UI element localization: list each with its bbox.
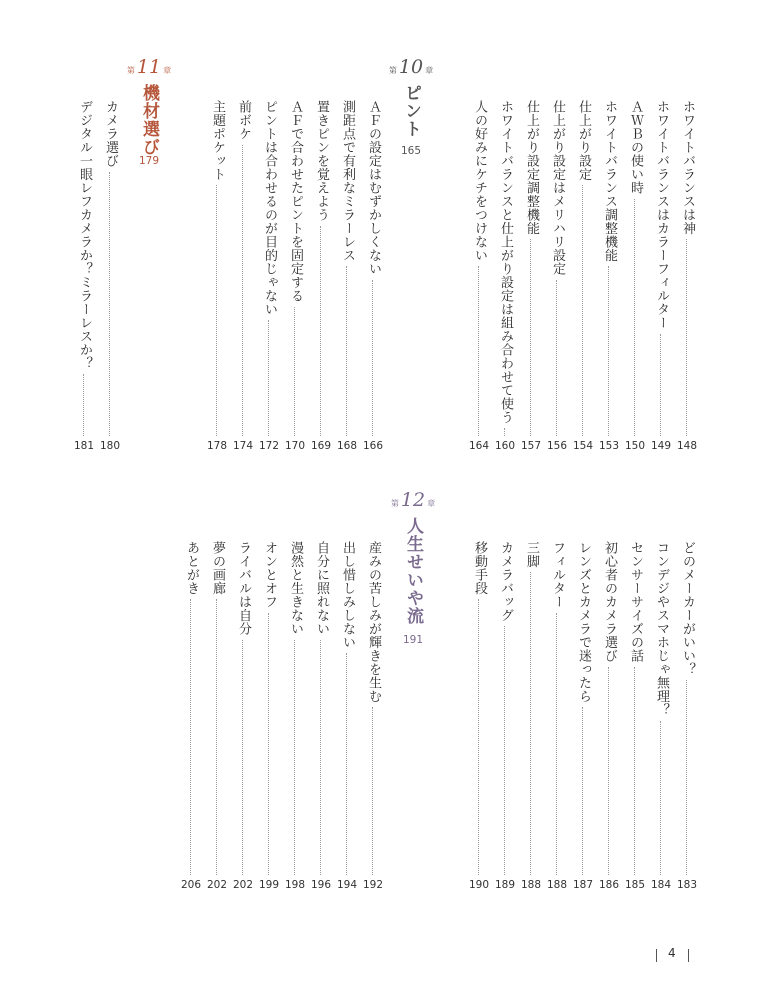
chapter-prefix: 第 xyxy=(390,499,399,508)
toc-entry xyxy=(676,541,698,895)
toc-entry-page: 149 xyxy=(650,440,672,452)
toc-entry xyxy=(206,541,228,895)
toc-entry xyxy=(650,541,672,895)
toc-entry xyxy=(598,100,620,456)
toc-leader-dots xyxy=(660,334,661,437)
chapter-prefix: 第 xyxy=(388,66,397,75)
toc-entry-title: デジタル一眼レフカメラか？ミラーレスか？ xyxy=(77,100,92,370)
toc-leader-dots xyxy=(216,599,217,875)
toc-entry-page: 187 xyxy=(572,879,594,891)
toc-entry xyxy=(284,100,306,456)
toc-entry-page: 148 xyxy=(676,440,698,452)
toc-entry xyxy=(362,100,384,456)
toc-entry-title: カメラ選び xyxy=(103,100,118,168)
toc-entry-page: 185 xyxy=(624,879,646,891)
toc-entry-title: 仕上がり設定調整機能 xyxy=(524,100,539,235)
toc-entry xyxy=(624,541,646,895)
toc-leader-dots xyxy=(83,374,84,436)
toc-entry xyxy=(624,100,646,456)
page-number: 4 xyxy=(668,946,676,960)
toc-entry-page: 153 xyxy=(598,440,620,452)
toc-entry-title: 主題ポケット xyxy=(210,100,225,181)
chapter-start-page: 165 xyxy=(400,145,422,157)
toc-entry xyxy=(546,100,568,456)
page-footer xyxy=(648,946,698,966)
toc-leader-dots xyxy=(634,199,635,437)
chapter-heading-ch11 xyxy=(119,56,179,171)
toc-entry-page: 199 xyxy=(258,879,280,891)
chapter-heading-ch12 xyxy=(383,489,443,650)
toc-leader-dots xyxy=(686,239,687,436)
toc-entry-page: 170 xyxy=(284,440,306,452)
toc-entry-title: あとがき xyxy=(184,541,199,595)
toc-leader-dots xyxy=(530,572,531,875)
toc-leader-dots xyxy=(686,680,687,875)
toc-entry-title: 移動手段 xyxy=(472,541,487,595)
toc-leader-dots xyxy=(242,640,243,876)
toc-leader-dots xyxy=(320,640,321,876)
toc-entry xyxy=(232,541,254,895)
toc-entry-title: ピントは合わせるのが目的じゃない xyxy=(262,100,277,316)
toc-leader-dots xyxy=(372,280,373,437)
toc-entry xyxy=(676,100,698,456)
toc-entry xyxy=(310,541,332,895)
chapter-label xyxy=(381,56,441,78)
toc-leader-dots xyxy=(582,185,583,436)
toc-entry-page: 156 xyxy=(546,440,568,452)
toc-entry-title: ＡＦで合わせたピントを固定する xyxy=(288,100,303,303)
toc-entry-title: ライバルは自分 xyxy=(236,541,251,636)
toc-entry-page: 178 xyxy=(206,440,228,452)
chapter-heading-ch10 xyxy=(381,56,441,161)
chapter-suffix: 章 xyxy=(425,66,434,75)
toc-entry-page: 192 xyxy=(362,879,384,891)
toc-entry-title: センサーサイズの話 xyxy=(628,541,643,663)
toc-entry-title: 人の好みにケチをつけない xyxy=(472,100,487,262)
toc-entry-page: 194 xyxy=(336,879,358,891)
toc-entry-page: 157 xyxy=(520,440,542,452)
toc-entry-title: ホワイトバランスはカラーフィルター xyxy=(654,100,669,330)
toc-leader-dots xyxy=(530,239,531,436)
toc-entry xyxy=(73,100,95,456)
chapter-number: 10 xyxy=(398,56,424,78)
chapter-title: ピント xyxy=(401,84,421,138)
toc-leader-dots xyxy=(346,653,347,875)
toc-entry-title: 仕上がり設定はメリハリ設定 xyxy=(550,100,565,276)
toc-entry xyxy=(650,100,672,456)
toc-entry-page: 188 xyxy=(520,879,542,891)
toc-entry xyxy=(180,541,202,895)
toc-entry-page: 184 xyxy=(650,879,672,891)
footer-right-bar xyxy=(688,949,689,962)
toc-leader-dots xyxy=(608,667,609,876)
toc-entry-title: オンとオフ xyxy=(262,541,277,609)
toc-entry xyxy=(546,541,568,895)
toc-entry-page: 164 xyxy=(468,440,490,452)
chapter-number: 12 xyxy=(400,489,426,511)
toc-entry xyxy=(258,100,280,456)
toc-entry-page: 166 xyxy=(362,440,384,452)
chapter-title: 人生せいや流 xyxy=(403,517,423,625)
toc-entry-title: 夢の画廊 xyxy=(210,541,225,595)
toc-leader-dots xyxy=(268,320,269,436)
toc-leader-dots xyxy=(294,640,295,876)
toc-entry-page: 172 xyxy=(258,440,280,452)
toc-entry xyxy=(284,541,306,895)
toc-entry xyxy=(336,100,358,456)
toc-leader-dots xyxy=(346,266,347,436)
toc-entry-page: 174 xyxy=(232,440,254,452)
toc-entry-page: 160 xyxy=(494,440,516,452)
toc-leader-dots xyxy=(242,145,243,437)
toc-entry xyxy=(468,541,490,895)
toc-leader-dots xyxy=(504,626,505,875)
toc-entry-page: 150 xyxy=(624,440,646,452)
toc-leader-dots xyxy=(372,707,373,875)
toc-entry-title: コンデジやスマホじゃ無理？ xyxy=(654,541,669,717)
toc-entry xyxy=(572,100,594,456)
toc-leader-dots xyxy=(320,226,321,437)
toc-leader-dots xyxy=(478,599,479,875)
toc-entry-page: 190 xyxy=(468,879,490,891)
toc-leader-dots xyxy=(190,599,191,875)
toc-entry xyxy=(598,541,620,895)
toc-entry xyxy=(232,100,254,456)
toc-leader-dots xyxy=(556,613,557,876)
toc-entry xyxy=(494,100,516,456)
toc-entry-page: 189 xyxy=(494,879,516,891)
chapter-start-page: 179 xyxy=(138,155,160,167)
toc-entry-title: 三脚 xyxy=(524,541,539,568)
toc-entry xyxy=(520,100,542,456)
toc-entry-title: 置きピンを覚えよう xyxy=(314,100,329,222)
toc-entry-title: 初心者のカメラ選び xyxy=(602,541,617,663)
toc-entry-page: 180 xyxy=(99,440,121,452)
toc-entry-title: フィルター xyxy=(550,541,565,609)
toc-entry-page: 168 xyxy=(336,440,358,452)
toc-entry xyxy=(572,541,594,895)
chapter-number: 11 xyxy=(136,56,162,78)
toc-entry-title: 前ボケ xyxy=(236,100,251,141)
toc-entry xyxy=(336,541,358,895)
chapter-prefix: 第 xyxy=(126,66,135,75)
toc-entry-title: 漫然と生きない xyxy=(288,541,303,636)
toc-entry xyxy=(258,541,280,895)
toc-leader-dots xyxy=(268,613,269,876)
toc-entry-page: 206 xyxy=(180,879,202,891)
toc-entry-page: 169 xyxy=(310,440,332,452)
toc-leader-dots xyxy=(504,428,505,436)
toc-leader-dots xyxy=(556,280,557,437)
chapter-suffix: 章 xyxy=(163,66,172,75)
toc-entry-title: 自分に照れない xyxy=(314,541,329,636)
toc-entry-title: ホワイトバランス調整機能 xyxy=(602,100,617,262)
toc-leader-dots xyxy=(660,721,661,876)
toc-entry-title: どのメーカーがいい？ xyxy=(680,541,695,676)
chapter-suffix: 章 xyxy=(427,499,436,508)
toc-entry-page: 198 xyxy=(284,879,306,891)
toc-entry-page: 181 xyxy=(73,440,95,452)
toc-entry-title: 出し惜しみしない xyxy=(340,541,355,649)
toc-leader-dots xyxy=(216,185,217,436)
toc-entry xyxy=(310,100,332,456)
toc-entry-page: 188 xyxy=(546,879,568,891)
toc-entry-title: 仕上がり設定 xyxy=(576,100,591,181)
toc-leader-dots xyxy=(582,707,583,875)
toc-entry xyxy=(468,100,490,456)
toc-entry-title: カメラバッグ xyxy=(498,541,513,622)
toc-entry-title: ホワイトバランスと仕上がり設定は組み合わせて使う xyxy=(498,100,513,424)
toc-entry-page: 196 xyxy=(310,879,332,891)
footer-left-bar xyxy=(656,949,657,962)
toc-entry-page: 183 xyxy=(676,879,698,891)
toc-leader-dots xyxy=(109,172,110,437)
toc-entry-page: 186 xyxy=(598,879,620,891)
chapter-start-page: 191 xyxy=(402,634,424,646)
toc-entry xyxy=(520,541,542,895)
toc-entry-page: 154 xyxy=(572,440,594,452)
toc-entry-title: ＡＷＢの使い時 xyxy=(628,100,643,195)
toc-entry-title: 測距点で有利なミラーレス xyxy=(340,100,355,262)
toc-entry xyxy=(206,100,228,456)
toc-leader-dots xyxy=(294,307,295,437)
toc-entry-title: ホワイトバランスは神 xyxy=(680,100,695,235)
toc-entry-title: 産みの苦しみが輝きを生む xyxy=(366,541,381,703)
toc-entry xyxy=(362,541,384,895)
toc-leader-dots xyxy=(478,266,479,436)
toc-entry-page: 202 xyxy=(206,879,228,891)
chapter-label xyxy=(119,56,179,78)
toc-entry-page: 202 xyxy=(232,879,254,891)
chapter-label xyxy=(383,489,443,511)
toc-entry-title: レンズとカメラで迷ったら xyxy=(576,541,591,703)
toc-entry xyxy=(99,100,121,456)
chapter-title: 機材選び xyxy=(139,84,159,156)
toc-leader-dots xyxy=(608,266,609,436)
toc-entry-title: ＡＦの設定はむずかしくない xyxy=(366,100,381,276)
toc-entry xyxy=(494,541,516,895)
toc-leader-dots xyxy=(634,667,635,876)
